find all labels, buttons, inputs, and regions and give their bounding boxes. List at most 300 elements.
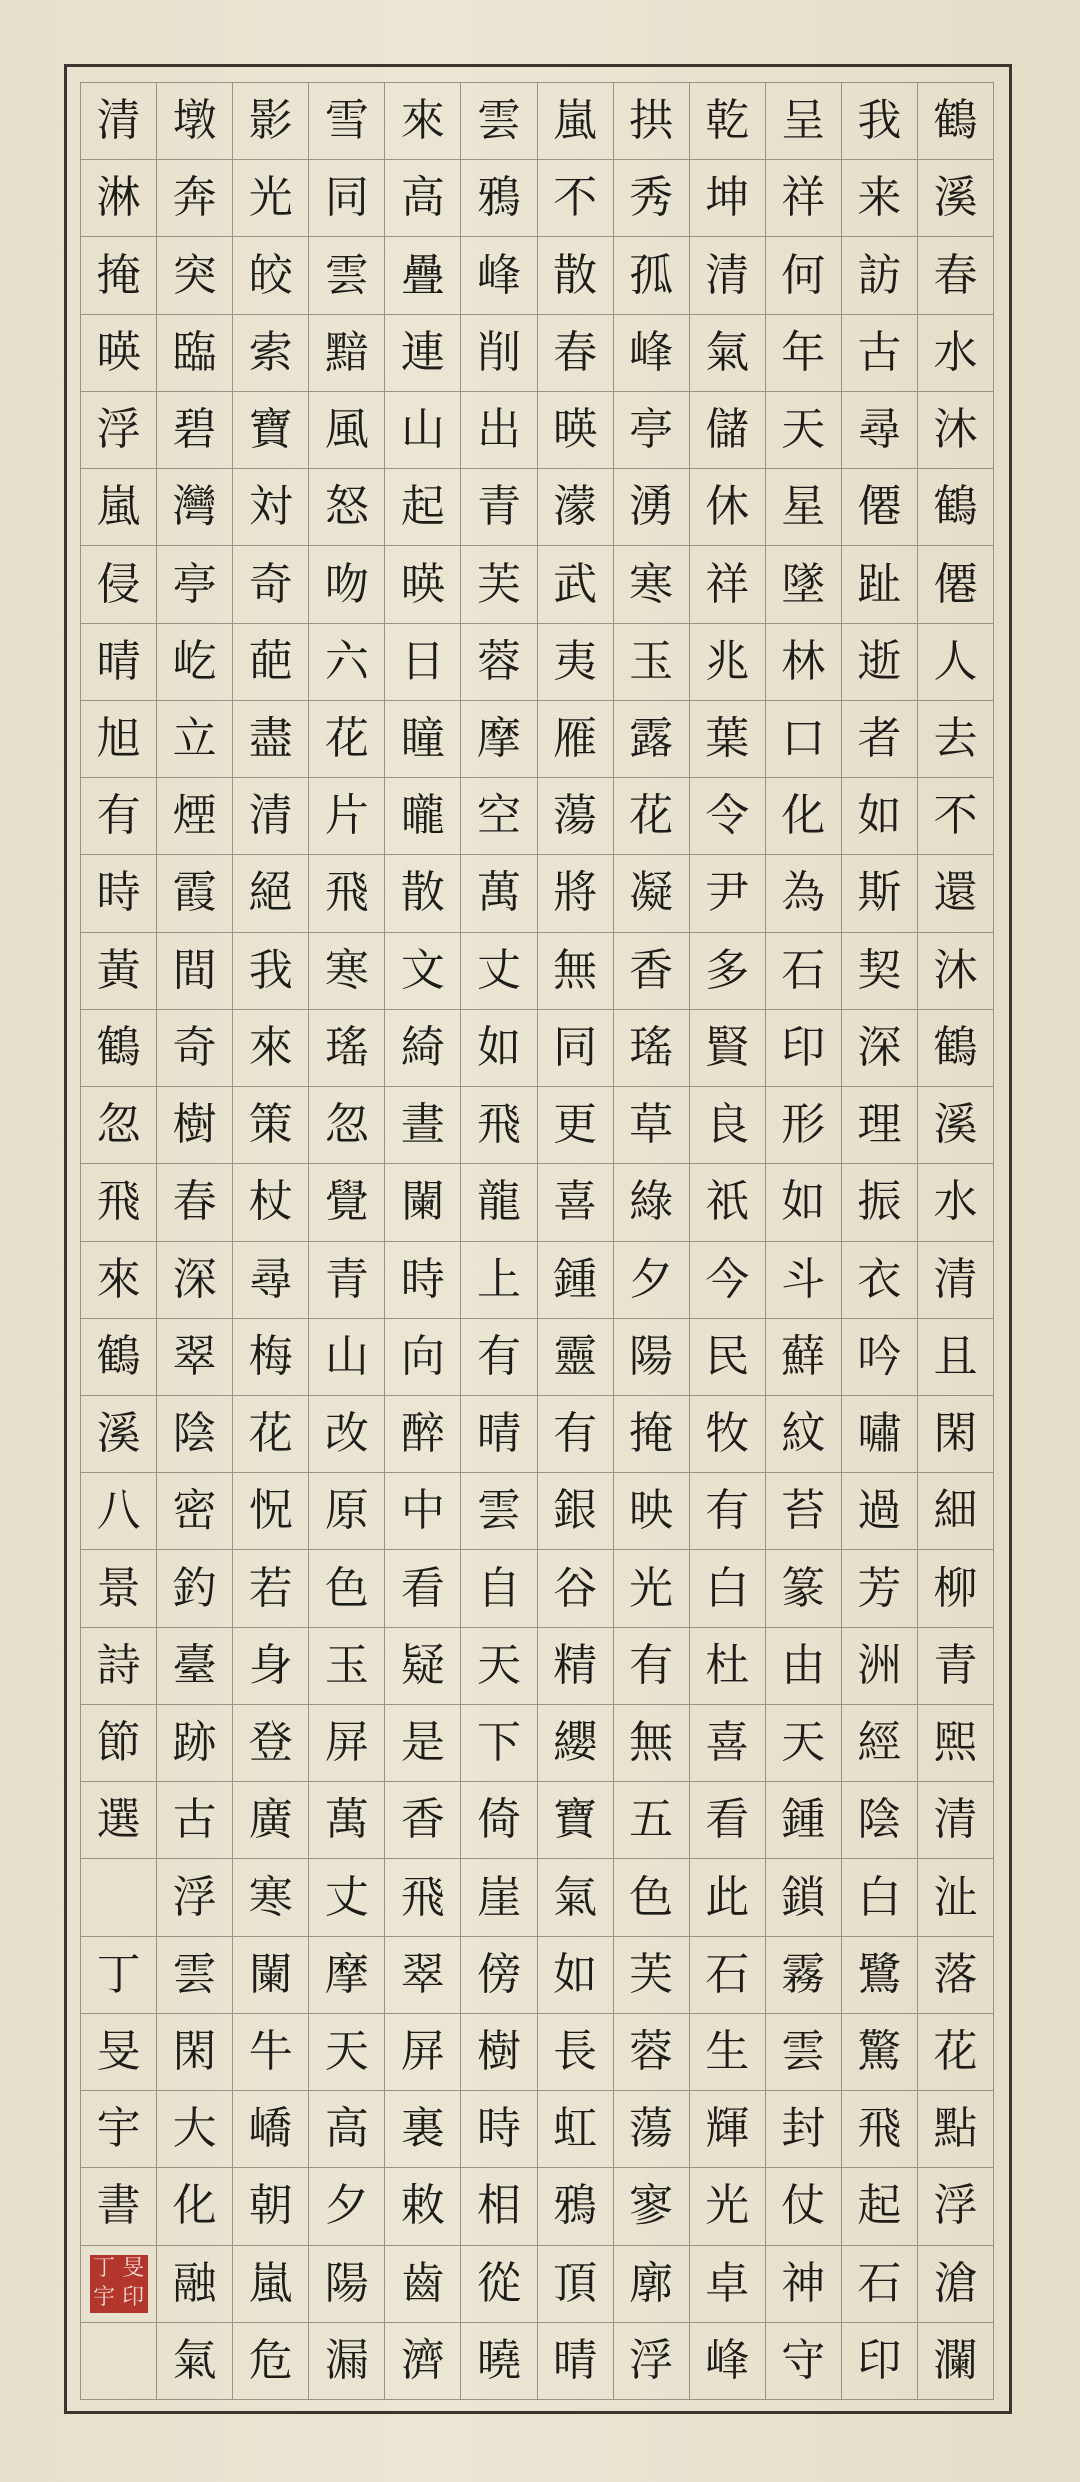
- character-cell: 有: [538, 1396, 613, 1473]
- character-cell: 傍: [461, 1937, 536, 2014]
- character-cell: 風: [309, 392, 384, 469]
- character-cell: 嵐: [538, 82, 613, 160]
- character-cell: 由: [766, 1628, 841, 1705]
- character-cell: 八: [81, 1473, 156, 1550]
- character-cell: 印: [842, 2323, 917, 2400]
- character-cell: 民: [690, 1319, 765, 1396]
- character-cell: 綺: [385, 1010, 460, 1087]
- character-cell: 葩: [233, 624, 308, 701]
- character-cell: 如: [842, 778, 917, 855]
- character-cell: 印: [766, 1010, 841, 1087]
- character-cell: 向: [385, 1319, 460, 1396]
- character-cell: 趾: [842, 546, 917, 623]
- character-cell: 霧: [766, 1937, 841, 2014]
- character-cell: 水: [918, 1164, 993, 1241]
- character-cell: 鶴: [81, 1319, 156, 1396]
- character-cell: 墩: [157, 82, 232, 160]
- text-column: [689, 82, 765, 2400]
- character-cell: 起: [842, 2168, 917, 2245]
- character-cell: 令: [690, 778, 765, 855]
- character-cell: 摩: [309, 1937, 384, 2014]
- character-cell: 蓉: [461, 624, 536, 701]
- character-cell: 雲: [157, 1937, 232, 2014]
- character-cell: 寥: [614, 2168, 689, 2245]
- character-cell: 湧: [614, 469, 689, 546]
- seal-character: 丁: [93, 2256, 116, 2282]
- character-cell: 飛: [81, 1164, 156, 1241]
- character-cell: 古: [842, 315, 917, 392]
- character-cell: 人: [918, 624, 993, 701]
- character-cell: 倚: [461, 1782, 536, 1859]
- text-column: [613, 82, 689, 2400]
- text-column: [384, 82, 460, 2400]
- character-cell: 賢: [690, 1010, 765, 1087]
- character-cell: 僊: [918, 546, 993, 623]
- character-cell: 落: [918, 1937, 993, 2014]
- red-seal-stamp: [90, 2255, 148, 2313]
- character-cell: 天: [766, 392, 841, 469]
- character-cell: 梅: [233, 1319, 308, 1396]
- character-cell: 生: [690, 2014, 765, 2091]
- character-cell: 曨: [385, 778, 460, 855]
- character-cell: 我: [842, 82, 917, 160]
- character-cell: 皎: [233, 237, 308, 314]
- character-cell: 斗: [766, 1242, 841, 1319]
- character-cell: 溪: [918, 160, 993, 237]
- character-cell: 峰: [614, 315, 689, 392]
- character-cell: 古: [157, 1782, 232, 1859]
- seal-character: 印: [122, 2285, 145, 2311]
- character-cell: 為: [766, 855, 841, 932]
- character-cell: 敕: [385, 2168, 460, 2245]
- character-cell: 廣: [233, 1782, 308, 1859]
- character-cell: 玉: [614, 624, 689, 701]
- character-cell: 洲: [842, 1628, 917, 1705]
- character-cell: 霞: [157, 855, 232, 932]
- character-cell: 輝: [690, 2091, 765, 2168]
- character-cell: 暎: [81, 315, 156, 392]
- character-cell: 杖: [233, 1164, 308, 1241]
- character-cell: 峰: [690, 2323, 765, 2400]
- character-cell: 同: [538, 1010, 613, 1087]
- character-cell: 蓉: [614, 2014, 689, 2091]
- character-cell: 飛: [385, 1859, 460, 1936]
- character-cell: 覺: [309, 1164, 384, 1241]
- character-cell: 陰: [157, 1396, 232, 1473]
- character-cell: 卓: [690, 2246, 765, 2323]
- character-cell: 有: [690, 1473, 765, 1550]
- character-cell: 陽: [309, 2246, 384, 2323]
- character-cell: 亭: [157, 546, 232, 623]
- character-cell: 清: [81, 82, 156, 160]
- character-cell: 清: [918, 1242, 993, 1319]
- character-cell: 屹: [157, 624, 232, 701]
- character-cell: 寒: [614, 546, 689, 623]
- character-cell: 原: [309, 1473, 384, 1550]
- character-cell: 長: [538, 2014, 613, 2091]
- character-cell: 萬: [461, 855, 536, 932]
- character-cell: 融: [157, 2246, 232, 2323]
- character-cell: 鍾: [766, 1782, 841, 1859]
- character-cell: 晝: [385, 1087, 460, 1164]
- character-cell: 掩: [81, 237, 156, 314]
- character-cell: 沐: [918, 933, 993, 1010]
- character-cell: 花: [614, 778, 689, 855]
- character-cell: 仗: [766, 2168, 841, 2245]
- character-cell: 化: [157, 2168, 232, 2245]
- character-cell: 白: [842, 1859, 917, 1936]
- empty-cell: [81, 1859, 156, 1936]
- character-cell: 忽: [309, 1087, 384, 1164]
- character-cell: 奔: [157, 160, 232, 237]
- character-cell: 花: [309, 701, 384, 778]
- character-cell: 乾: [690, 82, 765, 160]
- character-cell: 下: [461, 1705, 536, 1782]
- character-cell: 祇: [690, 1164, 765, 1241]
- character-cell: 空: [461, 778, 536, 855]
- character-cell: 萬: [309, 1782, 384, 1859]
- character-cell: 還: [918, 855, 993, 932]
- character-cell: 香: [385, 1782, 460, 1859]
- character-cell: 有: [614, 1628, 689, 1705]
- character-cell: 契: [842, 933, 917, 1010]
- character-cell: 鶴: [81, 1010, 156, 1087]
- text-column: [460, 82, 536, 2400]
- character-cell: 旭: [81, 701, 156, 778]
- character-cell: 屏: [385, 2014, 460, 2091]
- text-column: [156, 82, 232, 2400]
- character-cell: 山: [385, 392, 460, 469]
- character-cell: 宇: [81, 2091, 156, 2168]
- character-cell: 龍: [461, 1164, 536, 1241]
- text-column: [841, 82, 917, 2400]
- character-cell: 齒: [385, 2246, 460, 2323]
- character-cell: 武: [538, 546, 613, 623]
- seal-character: 旻: [122, 2256, 145, 2282]
- character-cell: 銀: [538, 1473, 613, 1550]
- character-cell: 尹: [690, 855, 765, 932]
- character-cell: 溪: [81, 1396, 156, 1473]
- character-cell: 頂: [538, 2246, 613, 2323]
- character-cell: 同: [309, 160, 384, 237]
- character-cell: 石: [690, 1937, 765, 2014]
- character-cell: 如: [461, 1010, 536, 1087]
- character-cell: 年: [766, 315, 841, 392]
- character-cell: 浮: [81, 392, 156, 469]
- character-cell: 漏: [309, 2323, 384, 2400]
- character-cell: 連: [385, 315, 460, 392]
- character-cell: 沐: [918, 392, 993, 469]
- character-cell: 相: [461, 2168, 536, 2245]
- character-cell: 時: [461, 2091, 536, 2168]
- character-cell: 閑: [157, 2014, 232, 2091]
- character-cell: 鎖: [766, 1859, 841, 1936]
- character-cell: 振: [842, 1164, 917, 1241]
- character-cell: 封: [766, 2091, 841, 2168]
- character-cell: 夷: [538, 624, 613, 701]
- character-cell: 星: [766, 469, 841, 546]
- character-cell: 寒: [309, 933, 384, 1010]
- character-cell: 春: [538, 315, 613, 392]
- character-cell: 凝: [614, 855, 689, 932]
- character-cell: 鴉: [538, 2168, 613, 2245]
- character-cell: 何: [766, 237, 841, 314]
- character-cell: 吟: [842, 1319, 917, 1396]
- character-cell: 陰: [842, 1782, 917, 1859]
- character-cell: 化: [766, 778, 841, 855]
- character-cell: 詩: [81, 1628, 156, 1705]
- character-cell: 氣: [538, 1859, 613, 1936]
- character-cell: 嵐: [81, 469, 156, 546]
- character-cell: 且: [918, 1319, 993, 1396]
- character-cell: 時: [385, 1242, 460, 1319]
- character-cell: 無: [614, 1705, 689, 1782]
- character-cell: 看: [385, 1550, 460, 1627]
- character-cell: 夕: [309, 2168, 384, 2245]
- character-cell: 露: [614, 701, 689, 778]
- character-cell: 碧: [157, 392, 232, 469]
- character-cell: 煕: [918, 1705, 993, 1782]
- character-cell: 寶: [538, 1782, 613, 1859]
- character-cell: 有: [461, 1319, 536, 1396]
- character-cell: 映: [614, 1473, 689, 1550]
- text-column: [308, 82, 384, 2400]
- character-cell: 天: [309, 2014, 384, 2091]
- character-cell: 芳: [842, 1550, 917, 1627]
- character-cell: 青: [918, 1628, 993, 1705]
- character-cell: 牧: [690, 1396, 765, 1473]
- character-cell: 煙: [157, 778, 232, 855]
- character-cell: 高: [309, 2091, 384, 2168]
- character-cell: 無: [538, 933, 613, 1010]
- character-cell: 色: [309, 1550, 384, 1627]
- character-cell: 朝: [233, 2168, 308, 2245]
- character-cell: 奇: [233, 546, 308, 623]
- character-cell: 日: [385, 624, 460, 701]
- empty-cell: [81, 2323, 156, 2400]
- character-cell: 六: [309, 624, 384, 701]
- character-cell: 浮: [157, 1859, 232, 1936]
- character-cell: 書: [81, 2168, 156, 2245]
- character-cell: 屏: [309, 1705, 384, 1782]
- character-cell: 亭: [614, 392, 689, 469]
- character-cell: 来: [842, 160, 917, 237]
- character-cell: 景: [81, 1550, 156, 1627]
- character-cell: 白: [690, 1550, 765, 1627]
- character-cell: 出: [461, 392, 536, 469]
- character-cell: 盡: [233, 701, 308, 778]
- character-cell: 絕: [233, 855, 308, 932]
- character-cell: 紋: [766, 1396, 841, 1473]
- character-cell: 去: [918, 701, 993, 778]
- character-cell: 高: [385, 160, 460, 237]
- character-cell: 有: [81, 778, 156, 855]
- character-cell: 氣: [690, 315, 765, 392]
- character-cell: 此: [690, 1859, 765, 1936]
- character-cell: 瀾: [918, 2323, 993, 2400]
- character-cell: 丈: [309, 1859, 384, 1936]
- character-cell: 玉: [309, 1628, 384, 1705]
- character-cell: 芙: [461, 546, 536, 623]
- character-cell: 春: [918, 237, 993, 314]
- character-cell: 不: [538, 160, 613, 237]
- character-cell: 暎: [538, 392, 613, 469]
- character-cell: 忽: [81, 1087, 156, 1164]
- character-cell: 草: [614, 1087, 689, 1164]
- character-cell: 鍾: [538, 1242, 613, 1319]
- character-cell: 拱: [614, 82, 689, 160]
- character-cell: 色: [614, 1859, 689, 1936]
- character-cell: 晴: [81, 624, 156, 701]
- character-cell: 嘯: [842, 1396, 917, 1473]
- character-cell: 蘚: [766, 1319, 841, 1396]
- text-column: [917, 82, 994, 2400]
- character-cell: 嶠: [233, 2091, 308, 2168]
- character-cell: 立: [157, 701, 232, 778]
- character-cell: 杜: [690, 1628, 765, 1705]
- character-cell: 蕩: [538, 778, 613, 855]
- character-cell: 醉: [385, 1396, 460, 1473]
- character-cell: 喜: [538, 1164, 613, 1241]
- character-cell: 尋: [842, 392, 917, 469]
- character-cell: 鷺: [842, 1937, 917, 2014]
- character-cell: 闌: [385, 1164, 460, 1241]
- character-cell: 瑤: [614, 1010, 689, 1087]
- character-cell: 晴: [461, 1396, 536, 1473]
- character-cell: 形: [766, 1087, 841, 1164]
- text-column: [80, 82, 156, 2400]
- character-cell: 散: [538, 237, 613, 314]
- character-cell: 臺: [157, 1628, 232, 1705]
- character-cell: 葉: [690, 701, 765, 778]
- character-cell: 廓: [614, 2246, 689, 2323]
- character-cell: 暎: [385, 546, 460, 623]
- character-cell: 雁: [538, 701, 613, 778]
- character-cell: 登: [233, 1705, 308, 1782]
- character-cell: 節: [81, 1705, 156, 1782]
- character-cell: 丁: [81, 1937, 156, 2014]
- text-column: [537, 82, 613, 2400]
- character-cell: 雲: [766, 2014, 841, 2091]
- character-cell: 深: [157, 1242, 232, 1319]
- character-cell: 守: [766, 2323, 841, 2400]
- character-cell: 鶴: [918, 469, 993, 546]
- character-cell: 精: [538, 1628, 613, 1705]
- character-cell: 釣: [157, 1550, 232, 1627]
- character-cell: 旻: [81, 2014, 156, 2091]
- character-cell: 上: [461, 1242, 536, 1319]
- character-cell: 散: [385, 855, 460, 932]
- character-cell: 浮: [918, 2168, 993, 2245]
- character-cell: 多: [690, 933, 765, 1010]
- character-cell: 篆: [766, 1550, 841, 1627]
- character-cell: 秀: [614, 160, 689, 237]
- character-cell: 谷: [538, 1550, 613, 1627]
- character-cell: 春: [157, 1164, 232, 1241]
- character-cell: 沚: [918, 1859, 993, 1936]
- character-cell: 奇: [157, 1010, 232, 1087]
- character-cell: 清: [233, 778, 308, 855]
- character-cell: 飛: [842, 2091, 917, 2168]
- character-cell: 理: [842, 1087, 917, 1164]
- character-cell: 蕩: [614, 2091, 689, 2168]
- character-cell: 光: [690, 2168, 765, 2245]
- character-cell: 口: [766, 701, 841, 778]
- character-cell: 峰: [461, 237, 536, 314]
- character-cell: 嵐: [233, 2246, 308, 2323]
- character-cell: 樹: [461, 2014, 536, 2091]
- character-cell: 如: [538, 1937, 613, 2014]
- character-cell: 間: [157, 933, 232, 1010]
- character-cell: 虹: [538, 2091, 613, 2168]
- character-cell: 是: [385, 1705, 460, 1782]
- character-cell: 対: [233, 469, 308, 546]
- character-cell: 孤: [614, 237, 689, 314]
- character-cell: 更: [538, 1087, 613, 1164]
- character-cell: 吻: [309, 546, 384, 623]
- character-cell: 看: [690, 1782, 765, 1859]
- character-cell: 摩: [461, 701, 536, 778]
- character-cell: 鶴: [918, 82, 993, 160]
- character-cell: 香: [614, 933, 689, 1010]
- character-cell: 如: [766, 1164, 841, 1241]
- character-cell: 黃: [81, 933, 156, 1010]
- character-cell: 祥: [690, 546, 765, 623]
- character-cell: 今: [690, 1242, 765, 1319]
- character-cell: 靈: [538, 1319, 613, 1396]
- character-cell: 休: [690, 469, 765, 546]
- character-cell: 柳: [918, 1550, 993, 1627]
- character-cell: 細: [918, 1473, 993, 1550]
- character-cell: 溪: [918, 1087, 993, 1164]
- character-cell: 起: [385, 469, 460, 546]
- character-cell: 晴: [538, 2323, 613, 2400]
- character-cell: 來: [385, 82, 460, 160]
- character-cell: 翠: [385, 1937, 460, 2014]
- character-cell: 策: [233, 1087, 308, 1164]
- character-cell: 片: [309, 778, 384, 855]
- character-cell: 儲: [690, 392, 765, 469]
- character-cell: 閑: [918, 1396, 993, 1473]
- character-cell: 索: [233, 315, 308, 392]
- character-cell: 崖: [461, 1859, 536, 1936]
- character-cell: 淋: [81, 160, 156, 237]
- character-cell: 突: [157, 237, 232, 314]
- character-cell: 危: [233, 2323, 308, 2400]
- character-cell: 自: [461, 1550, 536, 1627]
- character-cell: 石: [842, 2246, 917, 2323]
- character-cell: 尋: [233, 1242, 308, 1319]
- character-cell: 雲: [461, 1473, 536, 1550]
- character-cell: 來: [81, 1242, 156, 1319]
- character-cell: 濟: [385, 2323, 460, 2400]
- character-cell: 滄: [918, 2246, 993, 2323]
- character-cell: 怒: [309, 469, 384, 546]
- character-cell: 臨: [157, 315, 232, 392]
- character-cell: 石: [766, 933, 841, 1010]
- character-cell: 瑤: [309, 1010, 384, 1087]
- seal-character: 宇: [93, 2285, 116, 2311]
- character-cell: 掩: [614, 1396, 689, 1473]
- character-cell: 闌: [233, 1937, 308, 2014]
- character-cell: 天: [766, 1705, 841, 1782]
- seal-cell: [81, 2246, 156, 2323]
- character-cell: 丈: [461, 933, 536, 1010]
- text-column: [765, 82, 841, 2400]
- character-cell: 飛: [309, 855, 384, 932]
- character-cell: 大: [157, 2091, 232, 2168]
- character-cell: 逝: [842, 624, 917, 701]
